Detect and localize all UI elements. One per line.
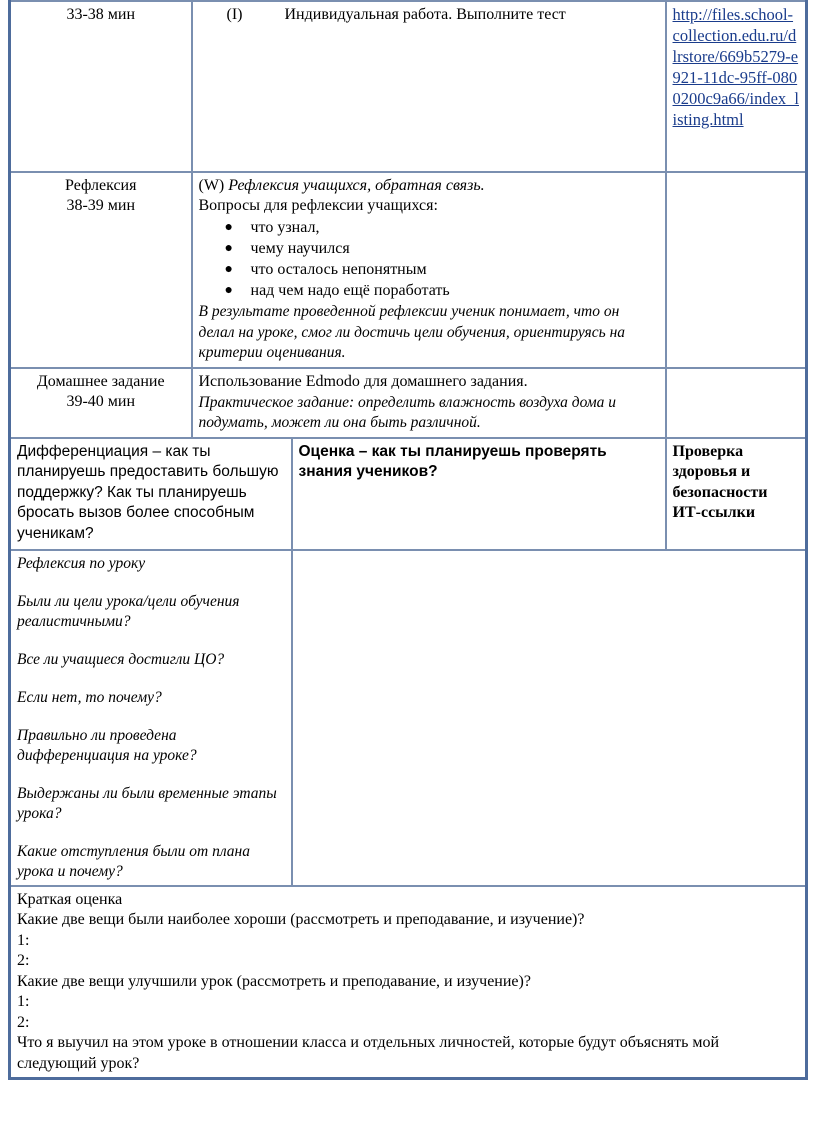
list-item: ● чему научился xyxy=(224,240,350,257)
reflection-item: Все ли учащиеся достигли ЦО? xyxy=(17,650,225,668)
lesson-plan-page xyxy=(8,0,805,1080)
differentiation-header: Дифференциация – как ты планируешь предоставить большую поддержку? Как ты планируешь бросать вызов более способным ученикам? xyxy=(10,438,292,550)
resource-cell xyxy=(666,368,807,438)
bullet-icon: ● xyxy=(224,241,233,256)
resource-cell xyxy=(666,172,807,368)
bullet-icon: ● xyxy=(224,220,233,235)
reflection-result: В результате проведенной рефлексии ученик понимает, что он делал на уроке, смог ли достичь цели обучения, ориентируясь на критерии оценивания. xyxy=(198,303,626,361)
health-safety-header: Проверка здоровья и безопасности ИТ-ссылки xyxy=(666,438,807,550)
table-row xyxy=(10,368,807,438)
summary-question: Что я выучил на этом уроке в отношении класса и отдельных личностей, которые будут объяснять мой следующий урок? xyxy=(17,1034,720,1072)
activity-title: Рефлексия учащихся, обратная связь. xyxy=(228,177,485,194)
time-label: 38-39 мин xyxy=(66,197,136,214)
reflection-item: Были ли цели урока/цели обучения реалистичными? xyxy=(17,592,240,630)
table-row xyxy=(10,438,807,550)
summary-question: Какие две вещи улучшили урок (рассмотреть и преподавание, и изучение)? xyxy=(17,972,531,990)
table-row xyxy=(10,172,807,368)
time-label: 39-40 мин xyxy=(66,392,136,410)
activity-marker: (W) xyxy=(198,177,225,194)
summary-answer: 1: xyxy=(17,993,30,1010)
lesson-plan-table xyxy=(8,0,808,1080)
summary-title: Краткая оценка xyxy=(17,890,123,908)
bullet-icon: ● xyxy=(224,262,233,277)
homework-practice: Практическое задание: определить влажность воздуха дома и подумать, может ли она быть различной. xyxy=(198,393,617,431)
reflection-item: Какие отступления были от плана урока и почему? xyxy=(17,842,250,880)
summary-answer: 2: xyxy=(17,952,30,969)
summary-answer: 1: xyxy=(17,931,30,949)
summary-cell xyxy=(10,886,807,1079)
resource-cell xyxy=(666,1,807,172)
test-link[interactable]: http://files.school-collection.edu.ru/dlrstore/669b5279-e921-11dc-95ff-0800200c9a66/index_listing.html xyxy=(672,5,799,129)
activity-cell xyxy=(192,172,666,368)
reflection-item: Рефлексия по уроку xyxy=(17,554,146,572)
table-row xyxy=(10,1,807,172)
activity-cell xyxy=(192,1,666,172)
activity-cell xyxy=(192,368,666,438)
list-item: ● над чем надо ещё поработать xyxy=(224,282,450,299)
table-row xyxy=(10,886,807,1079)
reflection-notes-cell xyxy=(292,550,807,886)
stage-cell xyxy=(10,368,192,438)
summary-question: Какие две вещи были наиболее хороши (рассмотреть и преподавание, и изучение)? xyxy=(17,911,585,928)
time-label: 33-38 мин xyxy=(66,6,136,23)
reflection-questions-list xyxy=(199,217,659,301)
stage-cell xyxy=(10,172,192,368)
homework-text: Использование Edmodo для домашнего задания. xyxy=(198,372,528,390)
reflection-item: Правильно ли проведена дифференциация на уроке? xyxy=(17,726,197,764)
activity-marker: (I) xyxy=(226,6,243,23)
stage-label: Рефлексия xyxy=(65,177,137,194)
list-item: ● что узнал, xyxy=(224,219,320,236)
stage-label: Домашнее задание xyxy=(36,372,165,390)
lesson-reflection-cell xyxy=(10,550,292,886)
table-row xyxy=(10,550,807,886)
reflection-item: Выдержаны ли были временные этапы урока? xyxy=(17,784,277,822)
list-item: ● что осталось непонятным xyxy=(224,261,427,278)
bullet-icon: ● xyxy=(224,283,233,298)
summary-answer: 2: xyxy=(17,1013,30,1031)
assessment-header: Оценка – как ты планируешь проверять знания учеников? xyxy=(292,438,666,550)
reflection-item: Если нет, то почему? xyxy=(17,688,162,706)
time-cell xyxy=(10,1,192,172)
activity-text: Индивидуальная работа. Выполните тест xyxy=(284,6,566,23)
questions-intro: Вопросы для рефлексии учащихся: xyxy=(198,197,438,214)
